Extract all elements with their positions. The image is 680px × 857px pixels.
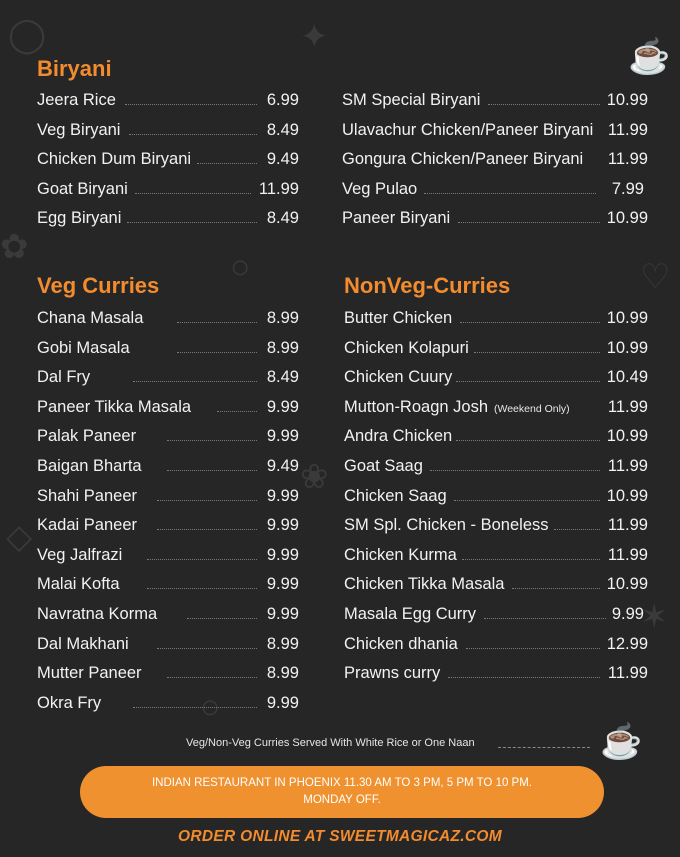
hours-banner-line-1: INDIAN RESTAURANT IN PHOENIX 11.30 AM TO 3 PM, 5 PM TO 10 PM. — [151, 777, 533, 789]
menu-item — [344, 603, 648, 633]
dotted-leader — [197, 163, 257, 164]
dotted-leader — [458, 222, 600, 223]
item-name: Chicken dhania — [344, 634, 458, 653]
biryani-list-left — [37, 89, 299, 237]
section-title-nonveg-curries: NonVeg-Curries — [344, 273, 511, 298]
item-name: Prawns curry — [344, 664, 441, 683]
cup-doodle-icon: ☕ — [628, 38, 671, 76]
item-price: 9.99 — [266, 486, 299, 505]
dotted-leader — [177, 352, 257, 353]
menu-item — [37, 514, 299, 544]
item-price: 8.99 — [266, 309, 299, 327]
item-price: 10.99 — [606, 209, 648, 228]
item-price: 9.49 — [266, 150, 299, 169]
item-name: Mutter Paneer — [37, 664, 142, 683]
item-name: Chicken Kurma — [344, 545, 457, 564]
menu-item — [37, 425, 299, 455]
menu-item — [37, 178, 299, 208]
biryani-list-right — [342, 89, 648, 237]
menu-item — [37, 207, 299, 237]
leaf-doodle-icon: ✿ — [0, 228, 29, 266]
item-name: Dal Makhani — [37, 634, 129, 653]
item-price: 9.49 — [266, 456, 299, 475]
item-name: Mutton-Roagn Josh — [344, 397, 488, 416]
item-name: SM Special Biryani — [342, 91, 481, 109]
item-name: SM Spl. Chicken - Boneless — [344, 516, 549, 535]
menu-item — [37, 148, 299, 178]
item-price: 10.99 — [606, 486, 648, 505]
item-price: 11.99 — [607, 664, 648, 683]
item-name: Andra Chicken — [344, 427, 453, 446]
item-price: 11.99 — [607, 150, 648, 169]
dotted-leader — [177, 322, 257, 323]
dotted-leader — [135, 193, 251, 194]
item-name: Chicken Saag — [344, 486, 447, 505]
hours-banner-line-2: MONDAY OFF. — [303, 794, 381, 806]
item-name: Malai Kofta — [37, 575, 120, 594]
item-price: 9.99 — [266, 427, 299, 446]
menu-item — [37, 603, 299, 633]
dotted-leader — [167, 677, 257, 678]
dotted-leader — [454, 500, 600, 501]
menu-item — [342, 148, 648, 178]
dotted-leader — [448, 677, 600, 678]
item-price: 8.99 — [266, 338, 299, 357]
item-price: 8.49 — [266, 209, 299, 228]
flower-doodle-icon: ❀ — [300, 458, 329, 496]
star-doodle-icon: ✦ — [300, 18, 329, 56]
hours-banner — [80, 766, 604, 818]
item-price: 9.99 — [266, 397, 299, 416]
item-price: 10.99 — [606, 338, 648, 357]
dotted-leader — [488, 104, 600, 105]
heart-doodle-icon: ♡ — [640, 258, 671, 296]
dotted-leader — [167, 470, 257, 471]
section-title-veg-curries: Veg Curries — [37, 273, 160, 298]
item-price: 10.99 — [606, 575, 648, 594]
menu-item — [37, 396, 299, 426]
item-name: Egg Biryani — [37, 209, 122, 228]
menu-item — [344, 485, 648, 515]
dotted-leader — [466, 648, 600, 649]
item-price: 10.99 — [606, 427, 648, 446]
dotted-leader — [462, 559, 600, 560]
item-price: 11.99 — [607, 545, 648, 564]
item-name: Chana Masala — [37, 309, 144, 327]
item-name: Goat Biryani — [37, 179, 128, 198]
circle-doodle-icon-2: ○ — [200, 688, 221, 726]
item-name: Veg Jalfrazi — [37, 545, 123, 564]
menu-item — [37, 455, 299, 485]
menu-item — [37, 544, 299, 574]
dotted-leader — [157, 500, 257, 501]
item-price: 11.99 — [607, 456, 648, 475]
circle-doodle-icon: ○ — [230, 248, 251, 286]
item-price: 6.99 — [266, 91, 299, 109]
menu-item — [342, 89, 648, 119]
spark-doodle-icon: ✶ — [640, 598, 669, 636]
item-name: Goat Saag — [344, 456, 423, 475]
dotted-leader — [554, 529, 600, 530]
dotted-leader — [133, 707, 257, 708]
dotted-leader — [474, 352, 600, 353]
diamond-doodle-icon: ◇ — [6, 518, 33, 556]
item-name: Chicken Cuury — [344, 368, 453, 387]
menu-item — [37, 573, 299, 603]
veg-curries-list — [37, 307, 299, 721]
item-name: Butter Chicken — [344, 309, 453, 327]
menu-item — [342, 207, 648, 237]
item-price: 12.99 — [606, 634, 648, 653]
menu-item — [37, 662, 299, 692]
item-name: Dal Fry — [37, 368, 91, 387]
item-name: Ulavachur Chicken/Paneer Biryani — [342, 120, 594, 139]
curries-footnote: Veg/Non-Veg Curries Served With White Rice or One Naan — [186, 737, 475, 749]
menu-item — [344, 307, 648, 337]
dotted-leader — [424, 193, 596, 194]
dotted-leader — [456, 381, 600, 382]
dotted-leader — [157, 529, 257, 530]
item-name: Chicken Dum Biryani — [37, 150, 192, 169]
item-price: 10.99 — [606, 91, 648, 109]
item-name-with-note — [344, 396, 570, 420]
item-name: Gobi Masala — [37, 338, 130, 357]
menu-item — [344, 633, 648, 663]
item-name: Palak Paneer — [37, 427, 137, 446]
item-name: Masala Egg Curry — [344, 604, 477, 623]
menu-item — [344, 396, 648, 426]
dotted-leader — [512, 588, 600, 589]
dotted-leader — [147, 588, 257, 589]
dotted-leader — [187, 618, 257, 619]
menu-item — [344, 514, 648, 544]
menu-item — [37, 337, 299, 367]
menu-item — [342, 119, 648, 149]
item-price: 11.99 — [607, 516, 648, 535]
cup-doodle-icon-2: ☕ — [600, 723, 643, 761]
menu-item — [344, 337, 648, 367]
dotted-leader — [167, 440, 257, 441]
item-name: Veg Pulao — [342, 179, 418, 198]
item-price: 11.99 — [258, 179, 299, 198]
item-name: Paneer Tikka Masala — [37, 397, 192, 416]
bowl-doodle-icon: ◯ — [8, 16, 47, 54]
dotted-leader — [430, 470, 600, 471]
item-name: Navratna Korma — [37, 604, 158, 623]
menu-item — [344, 455, 648, 485]
item-price: 10.49 — [606, 368, 648, 387]
item-price: 7.99 — [611, 179, 644, 198]
item-price: 9.99 — [266, 575, 299, 594]
item-price: 11.99 — [607, 397, 648, 416]
dotted-leader — [217, 411, 257, 412]
item-name: Veg Biryani — [37, 120, 121, 139]
item-name: Chicken Kolapuri — [344, 338, 469, 357]
menu-item — [344, 366, 648, 396]
item-price: 8.49 — [266, 120, 299, 139]
item-name: Okra Fry — [37, 693, 102, 712]
dotted-leader — [133, 381, 257, 382]
item-price: 9.99 — [611, 604, 644, 623]
item-price: 8.99 — [266, 664, 299, 683]
dotted-leader — [147, 559, 257, 560]
item-note: (Weekend Only) — [494, 402, 570, 415]
item-name: Chicken Tikka Masala — [344, 575, 505, 594]
item-price: 9.99 — [266, 604, 299, 623]
order-online-link[interactable]: ORDER ONLINE AT SWEETMAGICAZ.COM — [178, 828, 502, 845]
menu-item — [37, 119, 299, 149]
section-title-biryani: Biryani — [37, 56, 112, 81]
dotted-leader — [484, 618, 606, 619]
dotted-leader — [157, 648, 257, 649]
dotted-leader — [125, 104, 257, 105]
item-price: 8.49 — [266, 368, 299, 387]
dotted-leader — [129, 134, 257, 135]
menu-item — [344, 425, 648, 455]
item-name: Jeera Rice — [37, 91, 116, 109]
menu-item — [37, 307, 299, 337]
menu-item — [37, 485, 299, 515]
menu-item — [344, 662, 648, 692]
item-price: 11.99 — [607, 120, 648, 139]
nonveg-curries-list — [344, 307, 648, 692]
dotted-leader — [460, 322, 600, 323]
menu-item — [344, 573, 648, 603]
item-name: Paneer Biryani — [342, 209, 451, 228]
menu-item — [342, 178, 648, 208]
menu-item — [37, 633, 299, 663]
item-price: 9.99 — [266, 516, 299, 535]
menu-item — [37, 89, 299, 119]
item-price: 9.99 — [266, 545, 299, 564]
item-price: 8.99 — [266, 634, 299, 653]
dotted-leader — [127, 222, 257, 223]
item-name: Baigan Bharta — [37, 456, 142, 475]
item-name: Kadai Paneer — [37, 516, 137, 535]
item-name: Shahi Paneer — [37, 486, 137, 505]
menu-item — [37, 688, 299, 726]
dotted-leader — [456, 440, 600, 441]
menu-item — [37, 366, 299, 396]
menu-item — [344, 544, 648, 574]
item-price: 10.99 — [606, 309, 648, 327]
item-name: Gongura Chicken/Paneer Biryani — [342, 150, 584, 169]
footnote-divider — [498, 747, 590, 748]
item-price: 9.99 — [266, 693, 299, 712]
